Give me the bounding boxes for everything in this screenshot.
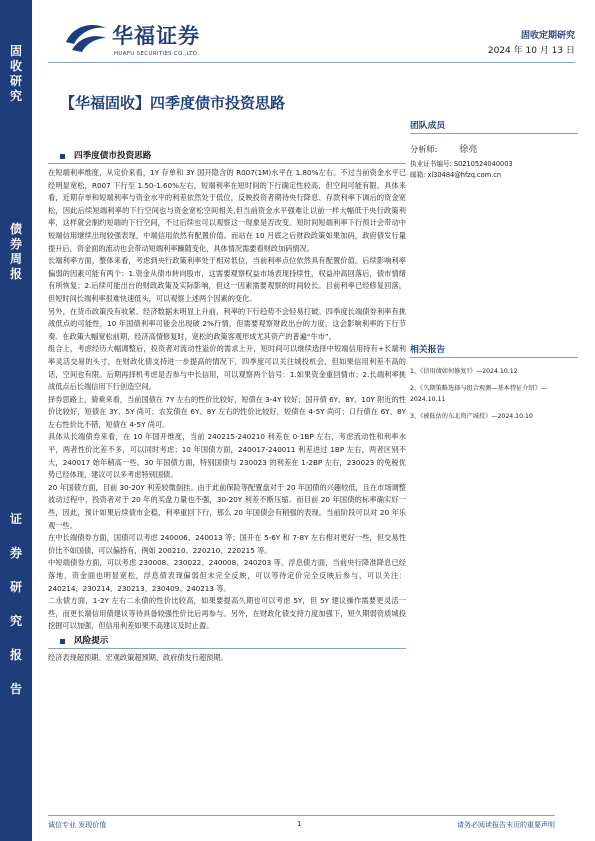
paragraph: 二永债方面，1-2Y 左右二永债的性价比较高，如果要提高久期也可以考虑 5Y，但 5Y 建议操作需要更灵活一些，而更长端信用债建议等待具备较强性价比后再参与。另外，在财政化债支持力度加强下，短久期弱资质城投挖掘可以加强，但信用利差如果不高建议及时止盈。 [48, 596, 406, 631]
paragraph: 具体从长端债券来看，在 10 年国开维度，当前 240215-240210 利差在 0-1BP 左右，考虑流动性和利率水平，两者性价比差不多，可以同时考虑；10 年国债方面，240017-240011 利差进过 1BP 左右，两者区别不大，240017 始年稍高一些。30 年国债方面，特别国债与 230023 的利差在 1-2BP 左右，230023 的免税优势已经体现，建议可以多考虑特别国债。 [48, 432, 406, 480]
analyst-label: 分析师: [410, 144, 438, 154]
logo-mark-icon [64, 20, 108, 56]
sidebar-char: 债 [9, 222, 22, 236]
footer-slogan: 诚信专业 发现价值 [48, 821, 107, 829]
sidebar-char: 固 [9, 44, 22, 58]
paragraph: 中短端债券方面，可以考虑 230008、230022、240008、240203 等。浮息债方面，当前央行降准降息已经落地，资金面也明显宽松，浮息债表现偏弱但未完全反映，可以等待定价完全反映后参与，可以关注：240214、230214、230213、230409、240213 等。 [48, 558, 406, 593]
sidebar-char: 周 [9, 252, 22, 266]
right-column [410, 118, 578, 428]
main-content [48, 150, 406, 665]
sidebar-char: 研 [9, 74, 22, 88]
sidebar-char: 证 [9, 512, 22, 526]
related-report-item[interactable]: 2、《久期策略选择与组合观测—基本特征介绍》—2024.10.11 [410, 385, 547, 403]
report-date: 2024 年 10 月 13 日 [487, 46, 575, 56]
sidebar-char: 究 [9, 614, 22, 628]
logo-english: HUAFU SECURITIES CO.,LTD. [114, 51, 200, 57]
paragraph: 在短端利率维度，从定价来看，1Y 存单和 3Y 国开隐含的 R007(1M)水平在 1.80%左右。不过当前资金水平已经明显宽松，R007 下行至 1.50-1.60%左右，短端利率在短时间的下行确定性较高，但空间可能有限。具体来看，近期存单和短端利率与资金水平的利差依然处于低位，反映投资者期待央行降息、存款利率下调后的资金宽松，因此后续短端利率的下行空间也与资金宽松空间相关,但当前资金水平强难让以前一样大幅低于央行政策利率，这样就会制约短端的下行空间，不过后续也可以观察这一现象是否改变。短时间短端利率下行预计会带动中短端信用继续出现较强表现，中端信用依然有配置价值。而站在 10 月底之后财政政策如果加码，政府债发行量提升后，资金面的流动也会带动短端利率躁随变化，具体情况需要看财政加码情况。 [48, 168, 406, 253]
footer-divider [48, 815, 555, 816]
page-title: 【华福固收】四季度债市投资思路 [60, 94, 286, 112]
sidebar-char: 究 [9, 89, 22, 103]
paragraph: 另外，在货币政策没有收紧、经济数据未明显上升前，利率的下行趋势不会轻易打破。四季度长端债券利率有挑战低点的可能性，10 年国债利率可能会出现破 2%行情，但需要观察财政出台的力度，这会影响利率的下行节奏。在政策大幅宽松前期，经济高情修复时，宽松的政策客观形成尤其资产的普遍“牛市”。 [48, 306, 406, 341]
related-divider [410, 357, 578, 358]
page-number: 1 [297, 820, 302, 828]
risk-section-title: 风险提示 [48, 635, 406, 648]
sidebar [0, 0, 32, 841]
risk-text: 经济表现超预期、宏观政策超预期、政府债发行超预期。 [48, 652, 228, 662]
section-divider [48, 163, 406, 164]
paragraph: 长端利率方面，整体来看，考虑到央行政策利率处于相对低位，当前利率点位依然具有配置价值。后续影响利率偏弱的因素可能有两个：1.资金从债市转向股市，这需要观察权益市场表现持续性，权益冲高回落后，债市情绪有所恢复；2.后续可能出台的财政政策及实际影响，但这一因素需要观察的时间较长。目前利率已经修复回落，但短时间长端利率很难快速低头，可以观察上述两个因素的变化。 [48, 256, 406, 303]
header-divider [48, 62, 575, 63]
analyst-email[interactable]: 邮箱: xl30484@hfzq.com.cn [410, 171, 502, 179]
analyst [410, 142, 578, 158]
team-title: 团队成员 [410, 121, 446, 131]
logo-text: 华福证券 [112, 24, 200, 48]
section-divider [48, 648, 406, 649]
sidebar-bottom-label [0, 502, 32, 706]
sidebar-mid-label [0, 222, 32, 282]
analyst-name: 徐亮 [459, 145, 478, 155]
sidebar-char: 收 [9, 59, 22, 73]
sidebar-char: 券 [9, 546, 22, 560]
license-number: 执业证书编号: S0210524040003 [410, 160, 513, 168]
footer-disclaimer: 请务必阅读报告末页的重要声明 [457, 821, 555, 829]
sidebar-char: 报 [9, 648, 22, 662]
section-title: 四季度债市投资思路 [48, 150, 406, 163]
related-report-item[interactable]: 1、《信用债如何修复?》—2024.10.12 [410, 368, 518, 375]
paragraph: 组合上，考虑经历大幅调整后，投资者对流动性溢价的需求上升，短时间可以继续选择中短端信用持有+长端利率灵活交易的头寸，在财政化债支持进一步提高的情况下，四季度可以关注城投机会，但如果信用利差不高的话，空间也有限。后期再择机考虑是否参与中长信用，可以观察两个信号：1.如果资金重回情市；2.长端利率挑战低点后长端信用下行创造空间。 [48, 344, 406, 392]
paragraph: 20 年国债方面，目前 30-20Y 利差较微倒挂。由于此前保险等配置盘对于 20 年国债的兴趣较低，且在市场调整波动过程中，投资者对于 20 年的买盘力量也不强，30-20Y 利差不断压缩。而目前 20 年国债的标率确实好一些，因此，预计如果后续债市企稳，利率重回下行，那么 20 年国债会有稍强的表现。当前阶段可以对 20 年乐观一些。 [48, 482, 406, 530]
report-type: 固收定期研究 [520, 31, 575, 41]
paragraph: 择券思路上，骑乘来看，当前国债在 7Y 左右的性价比较好，短债在 3-4Y 较好；国开债 6Y、8Y、10Y 附近的性价比较好，短债在 3Y、5Y 尚可；农发债在 6Y、8Y 左右的性价比较好，短债在 4-5Y 尚可；口行债在 6Y、8Y 左右性价比不错，短债在 4-5Y 尚可。 [48, 394, 406, 429]
sidebar-char: 报 [9, 267, 22, 281]
sidebar-char: 研 [9, 580, 22, 594]
related-title: 相关报告 [410, 345, 446, 355]
sidebar-top-label [0, 44, 32, 104]
related-report-item[interactable]: 3、《被低估的东北资产城投》—2024.10.10 [410, 413, 533, 420]
company-logo [64, 20, 214, 66]
paragraph: 在中长端债券方面，国债可以考虑 240006、240013 等；国开在 5-6Y 和 7-8Y 左右相对更好一些，但交易性价比不如国债，可以偏持有，例如 200210、220210、220215 等。 [48, 533, 406, 555]
sidebar-char: 告 [9, 682, 22, 696]
sidebar-char: 券 [9, 237, 22, 251]
team-divider [410, 133, 578, 134]
